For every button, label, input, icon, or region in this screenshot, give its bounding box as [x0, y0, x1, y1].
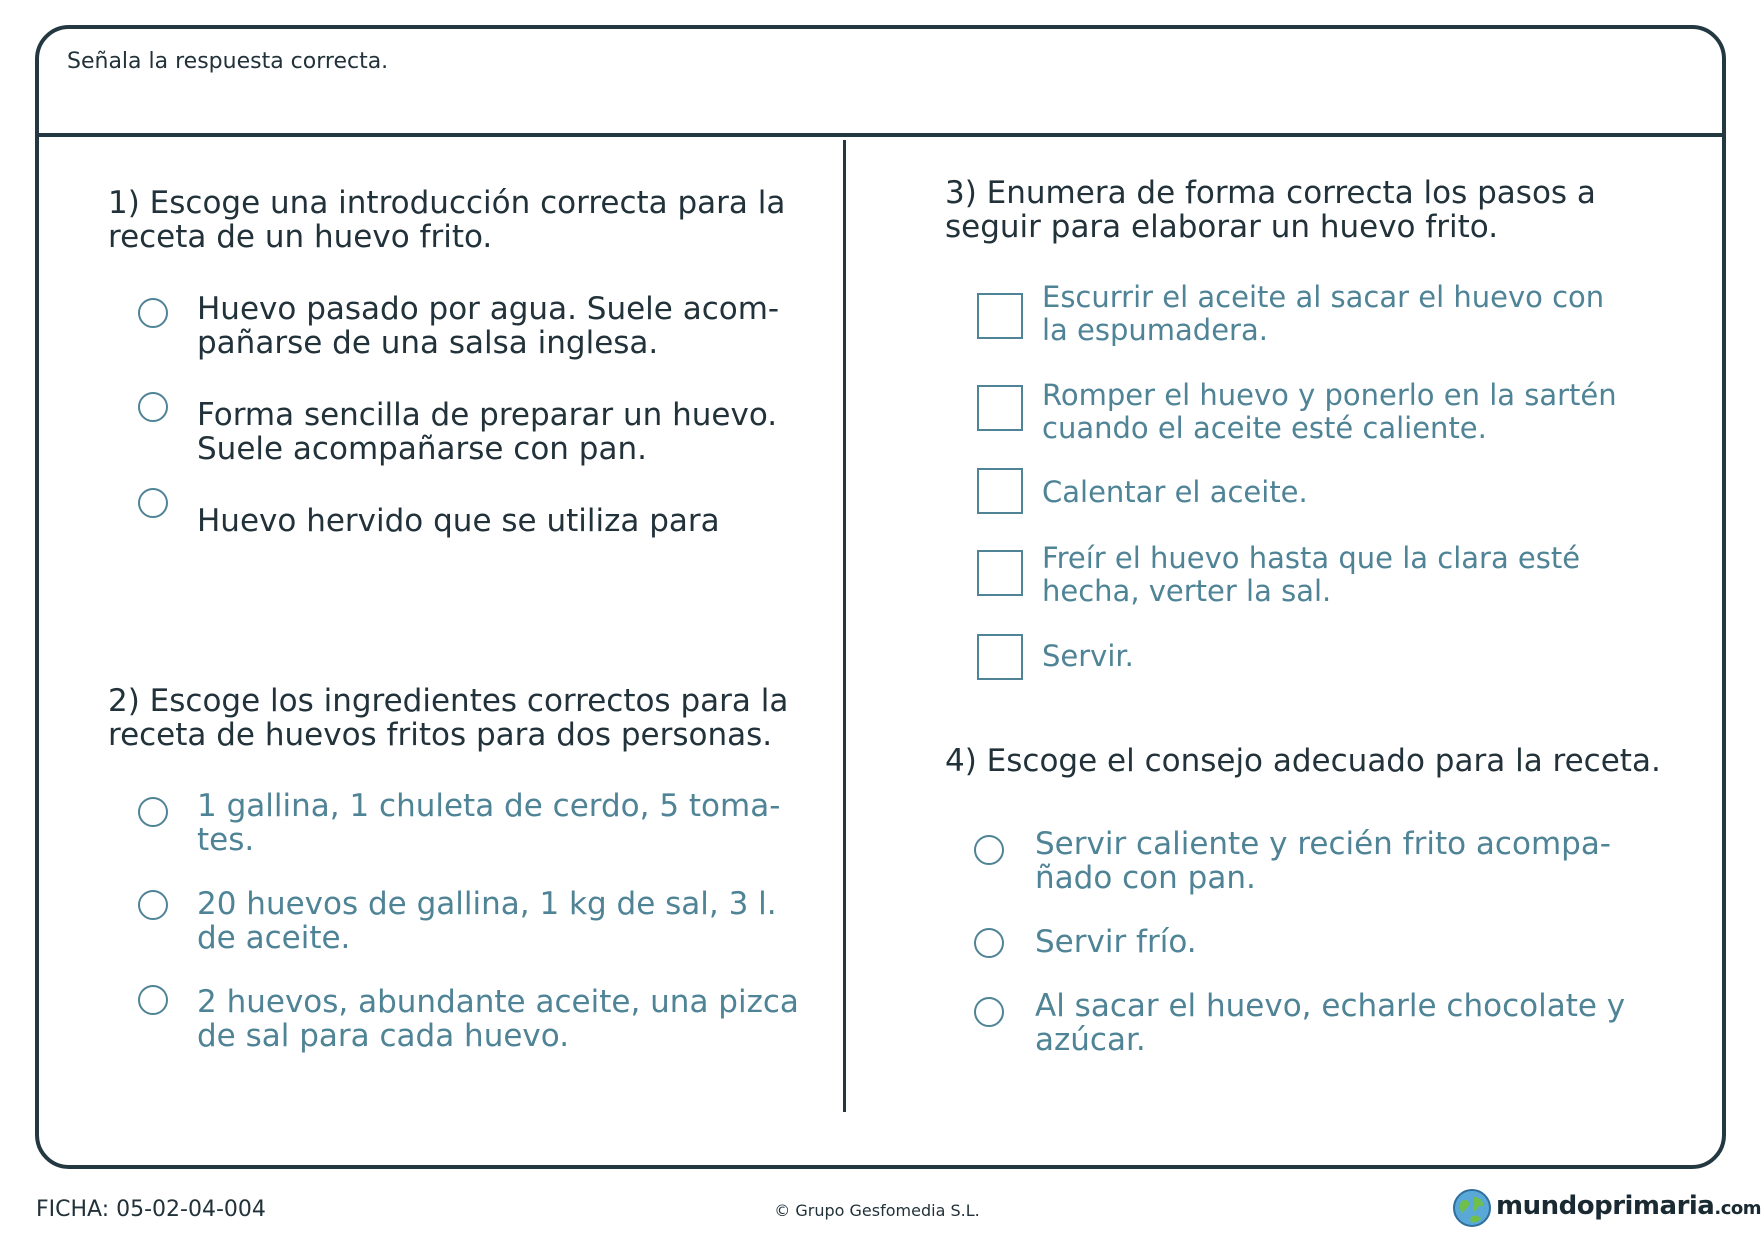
q1-option-2-label: [197, 398, 777, 466]
q3-step-4-checkbox[interactable]: [977, 550, 1023, 596]
q2-option-2-label: [197, 887, 777, 955]
logo-wordmark: [1496, 1191, 1761, 1221]
q3-step-1-checkbox[interactable]: [977, 293, 1023, 339]
q2-option-1-line2: tes.: [197, 822, 255, 858]
q3-step-4-line1: Freír el huevo hasta que la clara esté: [1042, 541, 1581, 575]
question-3-title-line2: seguir para elaborar un huevo frito.: [945, 209, 1499, 245]
q1-option-2-line2: Suele acompañarse con pan.: [197, 431, 647, 467]
question-2-title: [108, 684, 788, 752]
q3-step-2-checkbox[interactable]: [977, 385, 1023, 431]
q3-step-5-label: [1042, 640, 1134, 673]
q2-option-1-line1: 1 gallina, 1 chuleta de cerdo, 5 toma-: [197, 788, 781, 824]
column-divider: [843, 140, 846, 1112]
q2-option-2-radio[interactable]: [138, 890, 168, 920]
q1-option-1-line2: pañarse de una salsa inglesa.: [197, 325, 659, 361]
q4-option-3-label: [1035, 989, 1625, 1057]
q2-option-2-line1: 20 huevos de gallina, 1 kg de sal, 3 l.: [197, 886, 777, 922]
logo-name: mundoprimaria: [1496, 1191, 1715, 1221]
q4-option-3-line1: Al sacar el huevo, echarle chocolate y: [1035, 988, 1626, 1024]
logo-suffix: .com: [1714, 1198, 1761, 1219]
q4-option-3-line2: azúcar.: [1035, 1022, 1146, 1058]
q3-step-4-line2: hecha, verter la sal.: [1042, 574, 1332, 608]
question-2-title-line2: receta de huevos fritos para dos personas.: [108, 717, 773, 753]
q3-step-3-label: [1042, 476, 1308, 509]
question-2-title-line1: 2) Escoge los ingredientes correctos para la: [108, 683, 789, 719]
q3-step-1-line2: la espumadera.: [1042, 313, 1268, 347]
copyright-text: © Grupo Gesfomedia S.L.: [774, 1201, 980, 1220]
q4-option-2-line1: Servir frío.: [1035, 924, 1197, 960]
q3-step-2-label: [1042, 379, 1617, 445]
instruction-text: Señala la respuesta correcta.: [67, 49, 389, 74]
q2-option-1-label: [197, 789, 780, 857]
q3-step-2-line1: Romper el huevo y ponerlo en la sartén: [1042, 378, 1617, 412]
q4-option-1-line2: ñado con pan.: [1035, 860, 1256, 896]
q1-option-2-radio[interactable]: [138, 392, 168, 422]
q1-option-3-label: [197, 504, 720, 538]
q3-step-1-label: [1042, 281, 1604, 347]
q1-option-1-radio[interactable]: [138, 298, 168, 328]
q3-step-2-line2: cuando el aceite esté caliente.: [1042, 411, 1487, 445]
q4-option-1-line1: Servir caliente y recién frito acompa-: [1035, 826, 1611, 862]
q1-option-3-line1: Huevo hervido que se utiliza para: [197, 503, 720, 539]
q2-option-3-radio[interactable]: [138, 985, 168, 1015]
q3-step-4-label: [1042, 542, 1580, 608]
question-1-title: [108, 186, 785, 254]
worksheet-code: FICHA: 05-02-04-004: [36, 1197, 266, 1222]
q1-option-2-line1: Forma sencilla de preparar un huevo.: [197, 397, 778, 433]
q3-step-1-line1: Escurrir el aceite al sacar el huevo con: [1042, 280, 1605, 314]
globe-icon: [1452, 1188, 1492, 1228]
q2-option-1-radio[interactable]: [138, 797, 168, 827]
header-divider: [39, 133, 1722, 137]
question-3-title: [945, 176, 1596, 244]
question-3-title-line1: 3) Enumera de forma correcta los pasos a: [945, 175, 1596, 211]
q2-option-2-line2: de aceite.: [197, 920, 351, 956]
question-4-title: 4) Escoge el consejo adecuado para la receta.: [945, 743, 1661, 779]
q2-option-3-line1: 2 huevos, abundante aceite, una pizca: [197, 984, 799, 1020]
q4-option-2-radio[interactable]: [974, 928, 1004, 958]
q3-step-3-line1: Calentar el aceite.: [1042, 475, 1308, 509]
q1-option-1-line1: Huevo pasado por agua. Suele acom-: [197, 291, 780, 327]
question-1-title-line1: 1) Escoge una introducción correcta para la: [108, 185, 786, 221]
q1-option-3-radio[interactable]: [138, 488, 168, 518]
q4-option-2-label: [1035, 925, 1197, 959]
q1-option-1-label: [197, 292, 779, 360]
q4-option-1-radio[interactable]: [974, 835, 1004, 865]
q4-option-1-label: [1035, 827, 1611, 895]
q4-option-3-radio[interactable]: [974, 997, 1004, 1027]
question-1-title-line2: receta de un huevo frito.: [108, 219, 493, 255]
q3-step-5-line1: Servir.: [1042, 639, 1134, 673]
q2-option-3-label: [197, 985, 799, 1053]
q2-option-3-line2: de sal para cada huevo.: [197, 1018, 570, 1054]
mundoprimaria-logo[interactable]: [1452, 1188, 1761, 1230]
q3-step-3-checkbox[interactable]: [977, 468, 1023, 514]
q3-step-5-checkbox[interactable]: [977, 634, 1023, 680]
